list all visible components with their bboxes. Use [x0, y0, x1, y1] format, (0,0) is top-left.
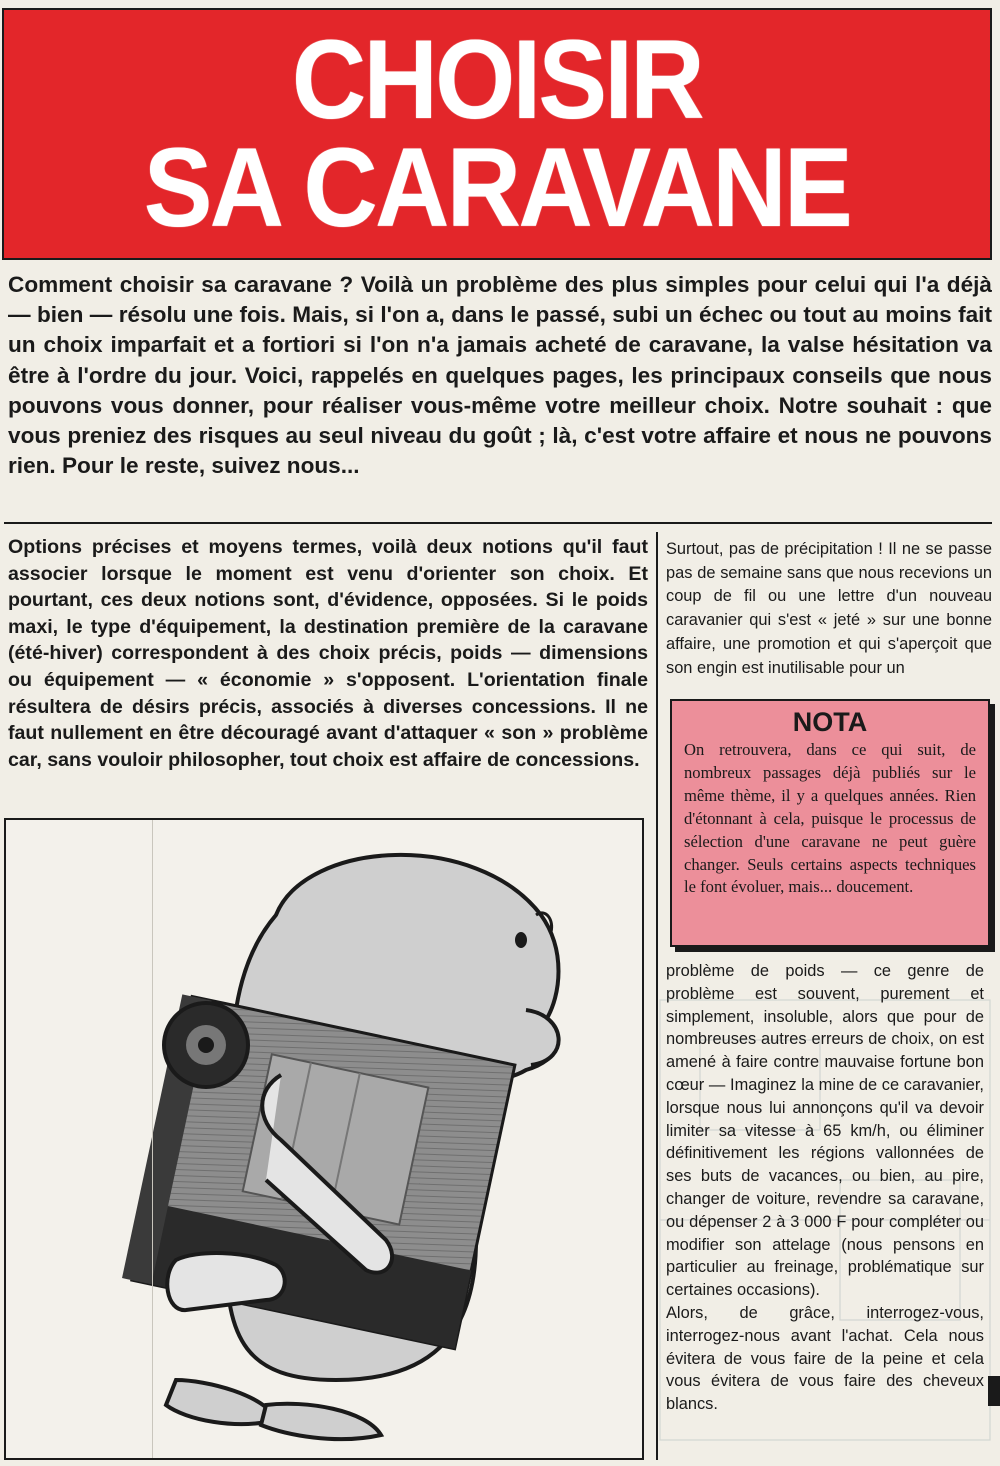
- title-banner: [2, 8, 992, 260]
- nota-box: [670, 699, 990, 947]
- right-column-paragraph-1: problème de poids — ce genre de problème est souvent, purement et simplement, insoluble, alors que pour de nombreuses autres erreurs de choix, on est amené à faire contre mauvaise fortune bon cœur — Imaginez la mine de ce caravanier, lorsque nous lui annonçons qu'il va devoir limiter sa vitesse à 65 km/h, ou éliminer définitivement les régions vallonnées de ses buts de vacances, ou bien, au pire, changer de voiture, revendre sa caravane, ou dépenser 2 à 3 000 F pour compléter ou modifier son attelage (nous pensons en particulier au freinage, problématique sur certaines occasions).: [666, 962, 984, 1300]
- intro-paragraph: Comment choisir sa caravane ? Voilà un problème des plus simples pour celui qui l'a déjà — bien — résolu une fois. Mais, si l'on a, dans le passé, subi un échec ou tout au moins fait un choix imparfait et a fortiori si l'on n'a jamais acheté de caravane, la valse hésitation va être à l'ordre du jour. Voici, rappelés en quelques pages, les principaux conseils que nous pouvons vous donner, pour réaliser vous-même votre meilleur choix. Notre souhait : que vous preniez des risques au seul niveau du goût ; là, c'est votre affaire et nous ne pouvons rien. Pour le reste, suivez nous...: [8, 272, 992, 479]
- column-divider: [656, 532, 658, 1460]
- illustration-frame: [4, 818, 644, 1460]
- section-divider: [4, 522, 992, 524]
- right-column-text-bottom: [666, 960, 984, 1416]
- left-column-text: Options précises et moyens termes, voilà deux notions qu'il faut associer lorsque le moment est venu d'orienter son choix. Et pourtant, ces deux notions sont, d'évidence, opposées. Si le poids maxi, le type d'équipement, la destination première de la caravane (été-hiver) correspondent à des choix précis, poids — dimensions ou équipement — « économie » s'opposent. L'orientation finale résultera de désirs précis, associés à diverses concessions. Il ne faut nullement en être découragé avant d'attaquer « son » problème car, sans vouloir philosopher, tout choix est affaire de concessions.: [8, 536, 648, 771]
- page-edge-marker: [988, 1376, 1000, 1406]
- nota-body: On retrouvera, dans ce qui suit, de nombreux passages déjà publiés sur le même thème, il y a quelques années. Rien d'étonnant à cela, puisque le processus de sélection d'une caravane ne peut guère changer. Seuls certains aspects techniques le font évoluer, mais... doucement.: [684, 740, 976, 897]
- nota-title: NOTA: [792, 707, 868, 737]
- title-line-1: CHOISIR: [291, 17, 703, 142]
- cartoon-man-carrying-caravan-icon: [6, 820, 642, 1458]
- title-line-2: SA CARAVANE: [143, 125, 851, 250]
- right-column-paragraph-2: Alors, de grâce, interrogez-vous, interrogez-nous avant l'achat. Cela nous évitera de vous faire de la peine et cela vous évitera de vous faire des cheveux blancs.: [666, 1303, 984, 1414]
- right-column-text-top: Surtout, pas de précipitation ! Il ne se passe pas de semaine sans que nous recevions un coup de fil ou une lettre d'un nouveau caravanier qui s'est « jeté » sur une bonne affaire, une promotion et qui s'aperçoit que son engin est inutilisable pour un: [666, 540, 992, 677]
